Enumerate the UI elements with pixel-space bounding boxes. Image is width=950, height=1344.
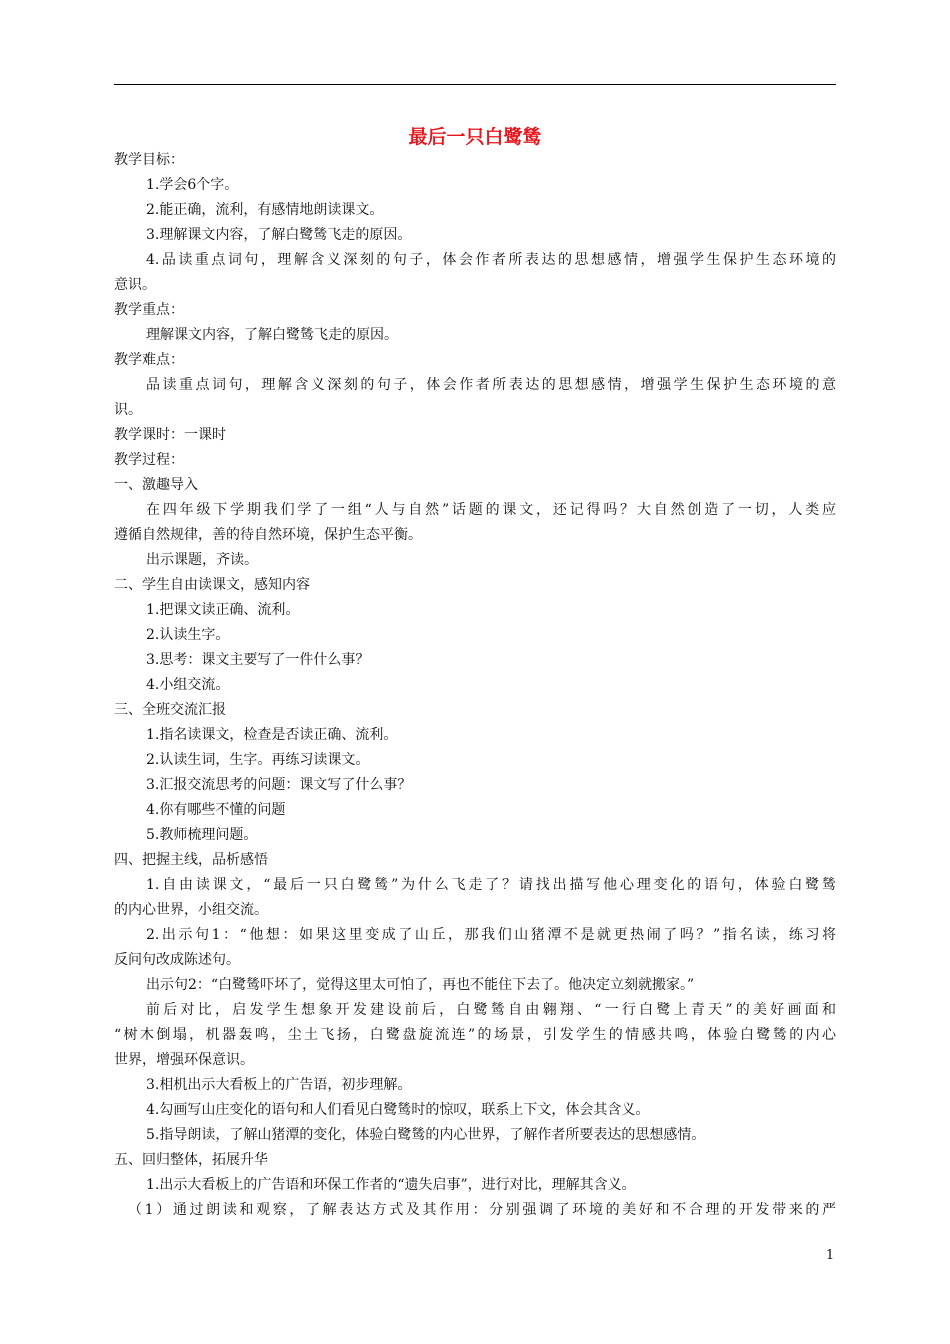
text-line: 反问句改成陈述句。 (114, 952, 240, 968)
text-line: 出示句2：“白鹭鸶吓坏了，觉得这里太可怕了，再也不能住下去了。他决定立刻就搬家。” (146, 977, 695, 993)
text-line: 意识。 (114, 277, 156, 293)
text-line: 理解课文内容，了解白鹭鸶飞走的原因。 (146, 327, 398, 343)
text-line: 4.你有哪些不懂的问题 (146, 802, 286, 818)
text-line: 4.品读重点词句，理解含义深刻的句子，体会作者所表达的思想感情，增强学生保护生态环境的 (146, 252, 836, 268)
text-line: 4.小组交流。 (146, 677, 230, 693)
text-line: 世界，增强环保意识。 (114, 1052, 254, 1068)
text-line: 1.出示大看板上的广告语和环保工作者的“遗失启事”，进行对比，理解其含义。 (146, 1177, 636, 1193)
header-rule (114, 84, 836, 85)
document-title: 最后一只白鹭鸶 (408, 126, 542, 148)
text-line: 教学课时：一课时 (114, 427, 226, 443)
text-line: 3.汇报交流思考的问题：课文写了什么事？ (146, 777, 412, 793)
text-line: 3.理解课文内容，了解白鹭鸶飞走的原因。 (146, 227, 412, 243)
text-line: 的内心世界，小组交流。 (114, 902, 268, 918)
text-line: 2.认读生字。 (146, 627, 230, 643)
text-line: 二、学生自由读课文，感知内容 (114, 577, 310, 593)
text-line: 遵循自然规律，善的待自然环境，保护生态平衡。 (114, 527, 422, 543)
text-line: 1.指名读课文，检查是否读正确、流利。 (146, 727, 398, 743)
text-line: 1.学会6个字。 (146, 177, 239, 193)
text-line: 一、激趣导入 (114, 477, 198, 493)
text-line: 品读重点词句，理解含义深刻的句子，体会作者所表达的思想感情，增强学生保护生态环境的意 (146, 377, 836, 393)
text-line: 5.教师梳理问题。 (146, 827, 258, 843)
text-line: 3.思考：课文主要写了一件什么事？ (146, 652, 370, 668)
text-line: 5.指导朗读，了解山猪潭的变化，体验白鹭鸶的内心世界，了解作者所要表达的思想感情。 (146, 1127, 706, 1143)
text-line: 2.出示句1：“他想：如果这里变成了山丘，那我们山猪潭不是就更热闹了吗？”指名读，练习将 (146, 927, 836, 943)
text-line: 前后对比，启发学生想象开发建设前后，白鹭鸶自由翱翔、“一行白鹭上青天”的美好画面和 (146, 1002, 836, 1018)
text-line: 教学重点： (114, 302, 184, 318)
text-line: 在四年级下学期我们学了一组“人与自然”话题的课文，还记得吗？大自然创造了一切，人类应 (146, 502, 836, 518)
text-line: 4.勾画写山庄变化的语句和人们看见白鹭鸶时的惊叹，联系上下文，体会其含义。 (146, 1102, 650, 1118)
text-line: 三、全班交流汇报 (114, 702, 226, 718)
text-line: 五、回归整体，拓展升华 (114, 1152, 268, 1168)
text-line: 3.相机出示大看板上的广告语，初步理解。 (146, 1077, 412, 1093)
text-line: “树木倒塌，机器轰鸣，尘土飞扬，白鹭盘旋流连”的场景，引发学生的情感共鸣，体验白鹭鸶的内心 (114, 1027, 836, 1043)
text-line: 2.认读生词，生字。再练习读课文。 (146, 752, 370, 768)
text-line: 四、把握主线，品析感悟 (114, 852, 268, 868)
text-line: （1）通过朗读和观察，了解表达方式及其作用：分别强调了环境的美好和不合理的开发带来的严 (128, 1202, 836, 1218)
text-line: 2.能正确，流利，有感情地朗读课文。 (146, 202, 384, 218)
text-line: 识。 (114, 402, 142, 418)
text-line: 1.自由读课文，“最后一只白鹭鸶”为什么飞走了？请找出描写他心理变化的语句，体验白鹭鸶 (146, 877, 836, 893)
page-number: 1 (825, 1248, 835, 1263)
text-line: 1.把课文读正确、流利。 (146, 602, 300, 618)
text-line: 教学难点： (114, 352, 184, 368)
document-body (114, 148, 836, 1223)
text-line: 教学过程： (114, 452, 184, 468)
text-line: 教学目标： (114, 152, 184, 168)
text-line: 出示课题，齐读。 (146, 552, 258, 568)
